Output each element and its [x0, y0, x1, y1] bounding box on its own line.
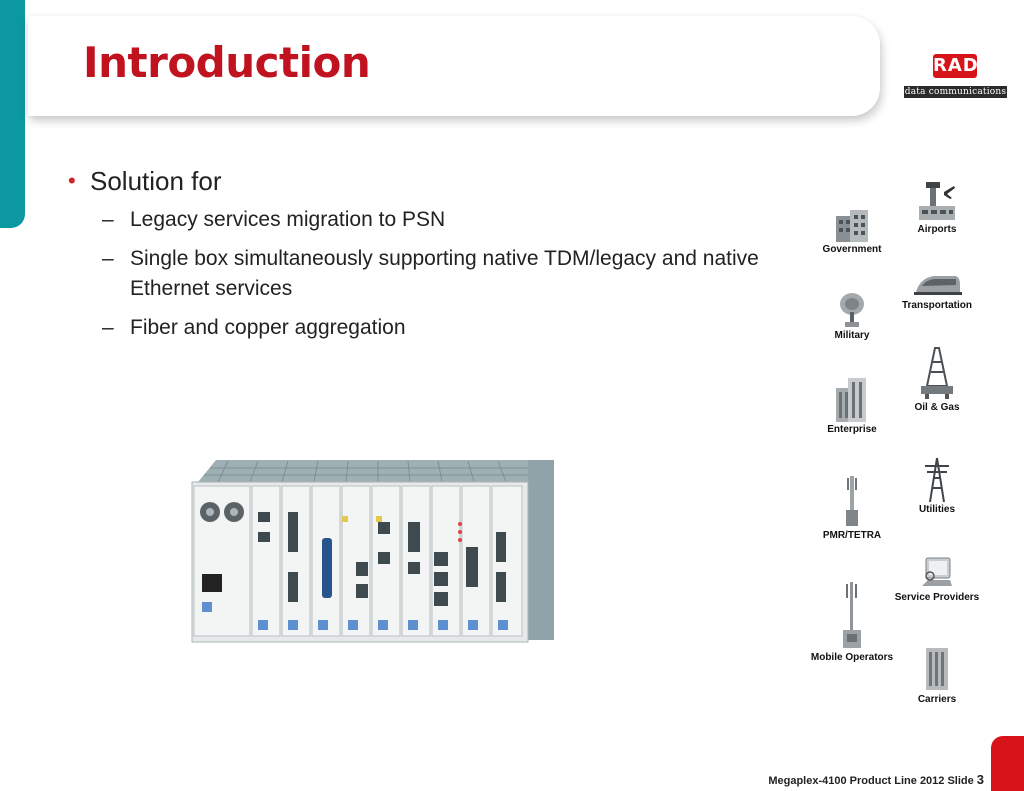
sub-bullet — [68, 244, 788, 304]
segment-label: Oil & Gas — [914, 402, 960, 413]
bullet-list — [68, 166, 788, 343]
segment-airports — [877, 180, 997, 235]
satellite-dish-icon — [837, 290, 867, 328]
segment-label: Military — [834, 330, 870, 341]
left-accent-bar — [0, 0, 25, 228]
segment-pmr-tetra — [792, 474, 912, 541]
rad-logo — [904, 54, 1008, 100]
power-tower-icon — [922, 456, 952, 502]
segment-label: Carriers — [917, 694, 957, 705]
bullet-dot-icon: • — [68, 168, 76, 193]
segment-label: Service Providers — [894, 592, 980, 603]
logo-tagline: data communications — [904, 87, 1007, 97]
slide-title: Introduction — [83, 38, 371, 87]
segment-military — [792, 290, 912, 341]
sub-bullet-text: Fiber and copper aggregation — [130, 316, 406, 339]
slide-footer — [768, 772, 984, 787]
bullet-main — [68, 166, 788, 196]
segment-label: Enterprise — [827, 424, 877, 435]
segment-label: Transportation — [901, 300, 972, 311]
dash-icon: – — [102, 316, 114, 339]
logo-brand: RAD — [933, 55, 979, 76]
skyscraper-icon — [922, 644, 952, 692]
segment-label: Mobile Operators — [810, 652, 894, 663]
train-icon — [912, 272, 962, 298]
computer-icon — [920, 556, 954, 590]
oil-rig-icon — [917, 346, 957, 400]
megaplex-chassis-image — [188, 452, 554, 648]
segment-carriers — [877, 644, 997, 705]
office-buildings-icon — [832, 376, 872, 422]
segment-label: Utilities — [918, 504, 956, 515]
corner-accent — [991, 736, 1024, 791]
radio-tower-icon — [842, 474, 862, 528]
segment-label: PMR/TETRA — [822, 530, 882, 541]
bullet-main-text: Solution for — [90, 166, 222, 196]
segment-label: Airports — [917, 224, 957, 235]
sub-bullet — [68, 313, 788, 343]
sub-bullet-text: Single box simultaneously supporting native TDM/legacy and native Ethernet services — [130, 247, 759, 300]
footer-text: Megaplex-4100 Product Line 2012 Slide — [768, 775, 974, 787]
building-icon — [832, 206, 872, 242]
cell-tower-icon — [840, 580, 864, 650]
segment-label: Government — [822, 244, 882, 255]
segment-enterprise — [792, 376, 912, 435]
sub-bullet — [68, 205, 788, 235]
slide-number: 3 — [976, 772, 984, 787]
airport-icon — [916, 180, 958, 222]
dash-icon: – — [102, 247, 114, 270]
sub-bullet-text: Legacy services migration to PSN — [130, 208, 446, 231]
dash-icon: – — [102, 208, 114, 231]
